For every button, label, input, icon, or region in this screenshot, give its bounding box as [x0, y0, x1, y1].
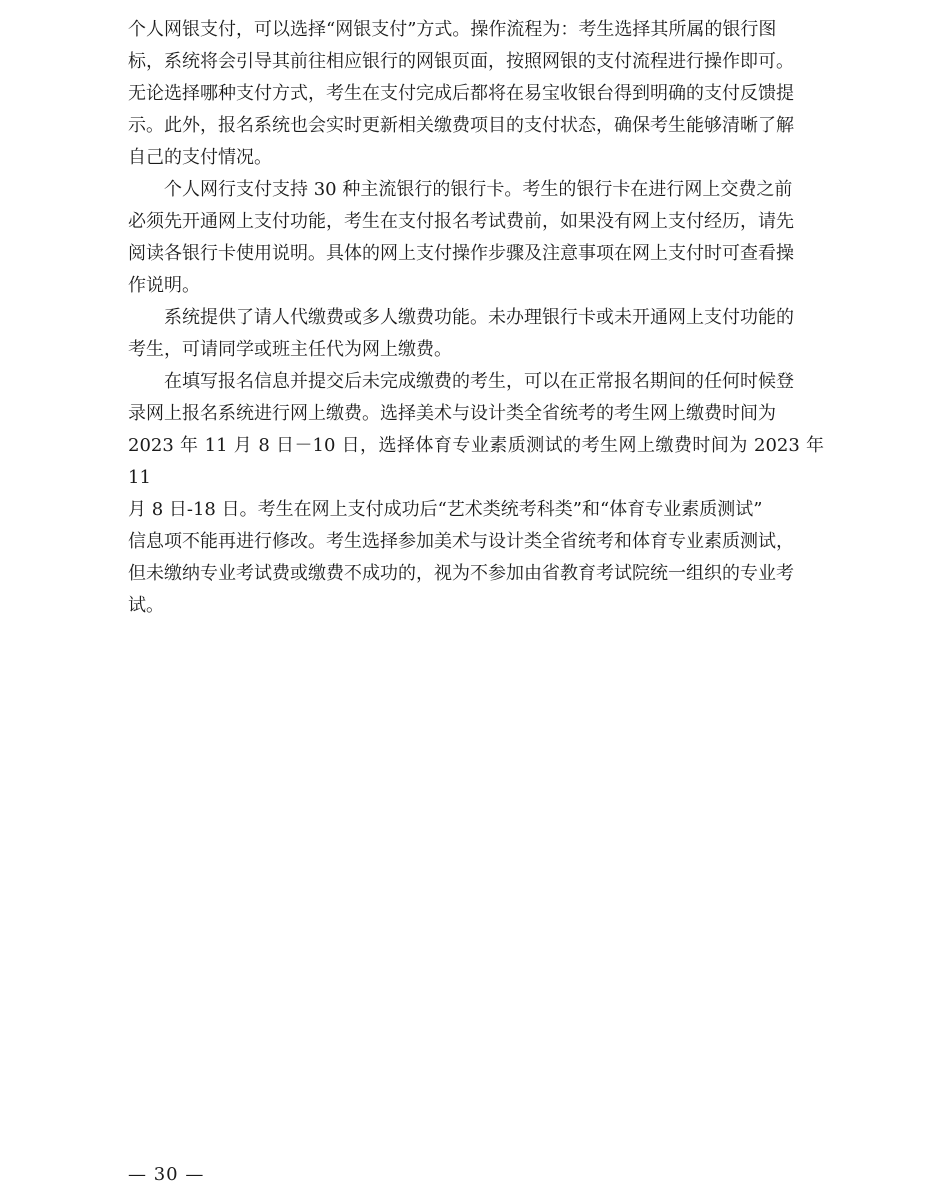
paragraph-supported-banks: 个人网行支付支持 30 种主流银行的银行卡。考生的银行卡在进行网上交费之前 必须先开通网上支付功能，考生在支付报名考试费前，如果没有网上支付经历，请先 阅读各银行卡使用说明。具体的网上支付操作步骤及注意事项在网上支付时可查看操 作说明。 — [128, 179, 794, 296]
paragraph-online-banking: 个人网银支付，可以选择“网银支付”方式。操作流程为：考生选择其所属的银行图 标，系统将会引导其前往相应银行的网银页面，按照网银的支付流程进行操作即可。 无论选择哪种支付方式，考生在支付完成后都将在易宝收银台得到明确的支付反馈提 示。此外，报名系统也会实时更新相关缴费项目的支付状态，确保考生能够清晰了解 自己的支付情况。 — [128, 19, 794, 168]
page-number: — 30 — — [128, 1164, 205, 1185]
body-text — [128, 14, 824, 622]
paragraph-payment-deadline: 在填写报名信息并提交后未完成缴费的考生，可以在正常报名期间的任何时候登 录网上报名系统进行网上缴费。选择美术与设计类全省统考的考生网上缴费时间为 2023 年 11 月 8 日－10 日，选择体育专业素质测试的考生网上缴费时间为 2023 年 11 月 8 日-18 日。考生在网上支付成功后“艺术类统考科类”和“体育专业素质测试” 信息项不能再进行修改。考生选择参加美术与设计类全省统考和体育专业素质测试， 但未缴纳专业考试费或缴费不成功的，视为不参加由省教育考试院统一组织的专业考 试。 — [128, 371, 824, 616]
paragraph-proxy-payment: 系统提供了请人代缴费或多人缴费功能。未办理银行卡或未开通网上支付功能的 考生，可请同学或班主任代为网上缴费。 — [128, 307, 794, 360]
